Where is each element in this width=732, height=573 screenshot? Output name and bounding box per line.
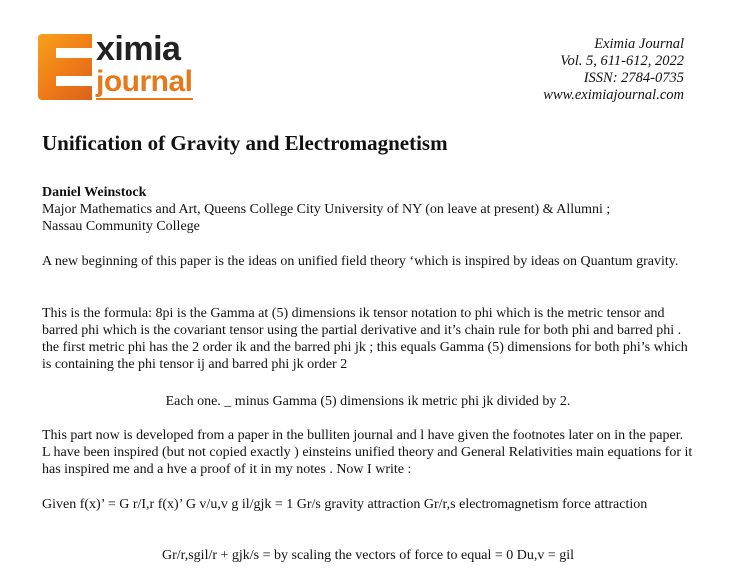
paper-title: Unification of Gravity and Electromagnetism	[42, 131, 448, 155]
paragraph-given: Given f(x)’ = G r/I,r f(x)’ G v/u,v g il/gjk = 1 Gr/s gravity attraction Gr/r,s electromagnetism force attraction	[42, 497, 648, 512]
logo-word-ximia: ximia	[96, 30, 181, 68]
journal-url[interactable]: www.eximiajournal.com	[543, 87, 684, 103]
author-name: Daniel Weinstock	[42, 185, 147, 200]
logo-e-mark	[38, 34, 92, 100]
journal-logo	[38, 30, 193, 102]
author-affiliation-line2: Nassau Community College	[42, 219, 200, 234]
journal-issn: ISSN: 2784-0735	[583, 70, 684, 86]
journal-volume: Vol. 5, 611-612, 2022	[560, 53, 684, 69]
paragraph-each-one: Each one. _ minus Gamma (5) dimensions ik metric phi jk divided by 2.	[165, 394, 571, 409]
author-block	[42, 184, 610, 235]
journal-info	[543, 36, 684, 104]
paragraph-inspiration: This part now is developed from a paper in the bulliten journal and l have given the footnotes later on in the paper. L have been inspired (but not copied exactly ) einsteins unified theory and General Relativities main equations for it has inspired me and a hve a proof of it in my notes . Now I write :	[42, 428, 693, 477]
paragraph-intro: A new beginning of this paper is the ideas on unified field theory ‘which is inspired by ideas on Quantum gravity.	[42, 254, 679, 269]
journal-name: Eximia Journal	[594, 36, 684, 52]
paragraph-scaling: Gr/r,sgil/r + gjk/s = by scaling the vectors of force to equal = 0 Du,v = gil	[161, 548, 575, 563]
logo-word-journal: journal	[96, 65, 193, 98]
paragraph-formula: This is the formula: 8pi is the Gamma at (5) dimensions ik tensor notation to phi which is the metric tensor and barred phi which is the covariant tensor using the partial derivative and it’s chain rule for both phi and barred phi . the first metric phi has the 2 order ik and the barred phi jk ; this equals Gamma (5) dimensions for both phi’s which is containing the phi tensor ij and barred phi jk order 2	[42, 306, 688, 372]
author-affiliation-line1: Major Mathematics and Art, Queens College City University of NY (on leave at present) & Allumni ;	[42, 202, 611, 217]
